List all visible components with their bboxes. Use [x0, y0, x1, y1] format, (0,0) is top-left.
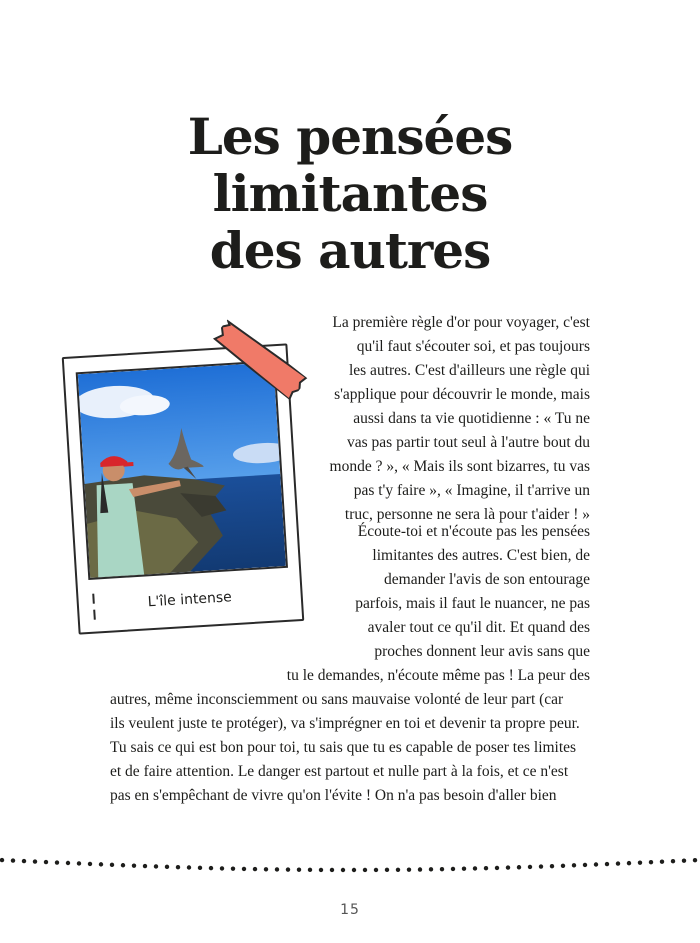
- wave-dot: [308, 868, 312, 872]
- wave-dot: [253, 867, 257, 871]
- title-line: limitantes: [212, 164, 488, 223]
- text-line: s'applique pour découvrir le monde, mais: [334, 386, 590, 403]
- wave-dot: [352, 868, 356, 872]
- photo-person-bird-ocean-icon: [78, 362, 286, 578]
- wave-dot: [363, 868, 367, 872]
- wave-dot: [209, 866, 213, 870]
- paragraph-2-mid: [240, 664, 590, 688]
- wave-dot: [198, 866, 202, 870]
- wave-dot: [176, 865, 180, 869]
- photo-caption: L'île intense: [147, 589, 233, 611]
- wave-dot: [616, 861, 620, 865]
- polaroid-frame: [62, 343, 305, 634]
- wave-dot: [528, 865, 532, 869]
- wave-dot: [539, 864, 543, 868]
- wave-dot: [110, 863, 114, 867]
- text-line: et de faire attention. Le danger est partout et nulle part à la fois, et ce n'est: [110, 763, 569, 780]
- wave-dot: [605, 862, 609, 866]
- wave-dot: [583, 863, 587, 867]
- wave-dot: [440, 867, 444, 871]
- wave-dot: [88, 862, 92, 866]
- wave-dot: [286, 867, 290, 871]
- paragraph-1: [300, 311, 590, 527]
- wave-dot: [693, 858, 697, 862]
- wave-dot: [473, 866, 477, 870]
- wave-dot: [99, 862, 103, 866]
- wave-dot: [44, 860, 48, 864]
- wave-dot: [550, 864, 554, 868]
- wave-dot: [165, 865, 169, 869]
- text-line: Écoute-toi et n'écoute pas les pensées: [357, 523, 590, 540]
- wave-dot: [187, 865, 191, 869]
- wave-dot: [220, 866, 224, 870]
- dotted-wave-icon: [0, 835, 700, 885]
- text-line: qu'il faut s'écouter soi, et pas toujours: [356, 338, 590, 355]
- paragraph-2-right: [310, 520, 590, 664]
- wave-dot: [451, 867, 455, 871]
- wave-dot: [429, 867, 433, 871]
- wave-dot: [418, 867, 422, 871]
- text-line: demander l'avis de son entourage: [384, 571, 590, 588]
- page-number: 15: [340, 902, 360, 918]
- text-line: pas t'y faire », « Imagine, il t'arrive un: [353, 482, 590, 499]
- text-line: pas en s'empêchant de vivre qu'on l'évite ! On n'a pas besoin d'aller bien: [110, 787, 557, 804]
- text-line: vas pas partir tout seul à l'autre bout du: [347, 434, 590, 451]
- text-line: avaler tout ce qu'il dit. Et quand des: [367, 619, 590, 636]
- wave-dot: [55, 860, 59, 864]
- text-line: Tu sais ce qui est bon pour toi, tu sais que tu es capable de poser tes limites: [110, 739, 577, 756]
- wave-dot: [11, 858, 15, 862]
- text-line: tu le demandes, n'écoute même pas ! La peur des: [286, 667, 590, 684]
- wave-dot: [275, 867, 279, 871]
- wave-dot: [495, 866, 499, 870]
- text-line: proches donnent leur avis sans que: [374, 643, 590, 660]
- text-line: limitantes des autres. C'est bien, de: [372, 547, 590, 564]
- wave-dot: [330, 868, 334, 872]
- wave-dot: [66, 861, 70, 865]
- wave-dot: [33, 859, 37, 863]
- wave-dot: [627, 861, 631, 865]
- text-line: aussi dans ta vie quotidienne : « Tu ne: [353, 410, 590, 427]
- wave-dot: [319, 868, 323, 872]
- wave-dot: [22, 859, 26, 863]
- wave-dot: [341, 868, 345, 872]
- wave-dot: [385, 868, 389, 872]
- text-line: La première règle d'or pour voyager, c'est: [332, 314, 590, 331]
- wave-dot: [638, 860, 642, 864]
- wave-dot: [594, 862, 598, 866]
- wave-dot: [374, 868, 378, 872]
- wave-dot: [671, 859, 675, 863]
- text-line: autres, même inconsciemment ou sans mauvaise volonté de leur part (car: [110, 691, 564, 708]
- wave-dot: [649, 860, 653, 864]
- wave-dot: [462, 867, 466, 871]
- title-line: Les pensées: [187, 107, 513, 166]
- page-title: [0, 108, 700, 279]
- wave-dot: [297, 868, 301, 872]
- wave-dot: [407, 867, 411, 871]
- text-line: parfois, mais il faut le nuancer, ne pas: [355, 595, 590, 612]
- wave-dot: [682, 859, 686, 863]
- wave-dot: [506, 865, 510, 869]
- wave-dot: [660, 859, 664, 863]
- wave-dot: [242, 867, 246, 871]
- photo: [76, 360, 288, 580]
- wave-dot: [561, 864, 565, 868]
- text-line: les autres. C'est d'ailleurs une règle qui: [348, 362, 590, 379]
- wave-dot: [121, 863, 125, 867]
- text-line: ils veulent juste te protéger), va s'imprégner en toi et devenir ta propre peur.: [110, 715, 580, 732]
- wave-dot: [484, 866, 488, 870]
- wave-dot: [231, 866, 235, 870]
- wave-dot: [143, 864, 147, 868]
- title-line: des autres: [209, 221, 491, 280]
- wave-dot: [572, 863, 576, 867]
- paragraph-2-full: [110, 688, 590, 736]
- wave-dot: [132, 863, 136, 867]
- wave-dot: [77, 861, 81, 865]
- text-line: monde ? », « Mais ils sont bizarres, tu vas: [329, 458, 590, 475]
- wave-dot: [264, 867, 268, 871]
- text-line: truc, personne ne sera là pour t'aider ! »: [344, 506, 590, 523]
- wave-dot: [154, 864, 158, 868]
- wave-dot: [517, 865, 521, 869]
- paragraph-3: [110, 736, 590, 808]
- wave-dot: [396, 868, 400, 872]
- wave-dot: [0, 858, 4, 862]
